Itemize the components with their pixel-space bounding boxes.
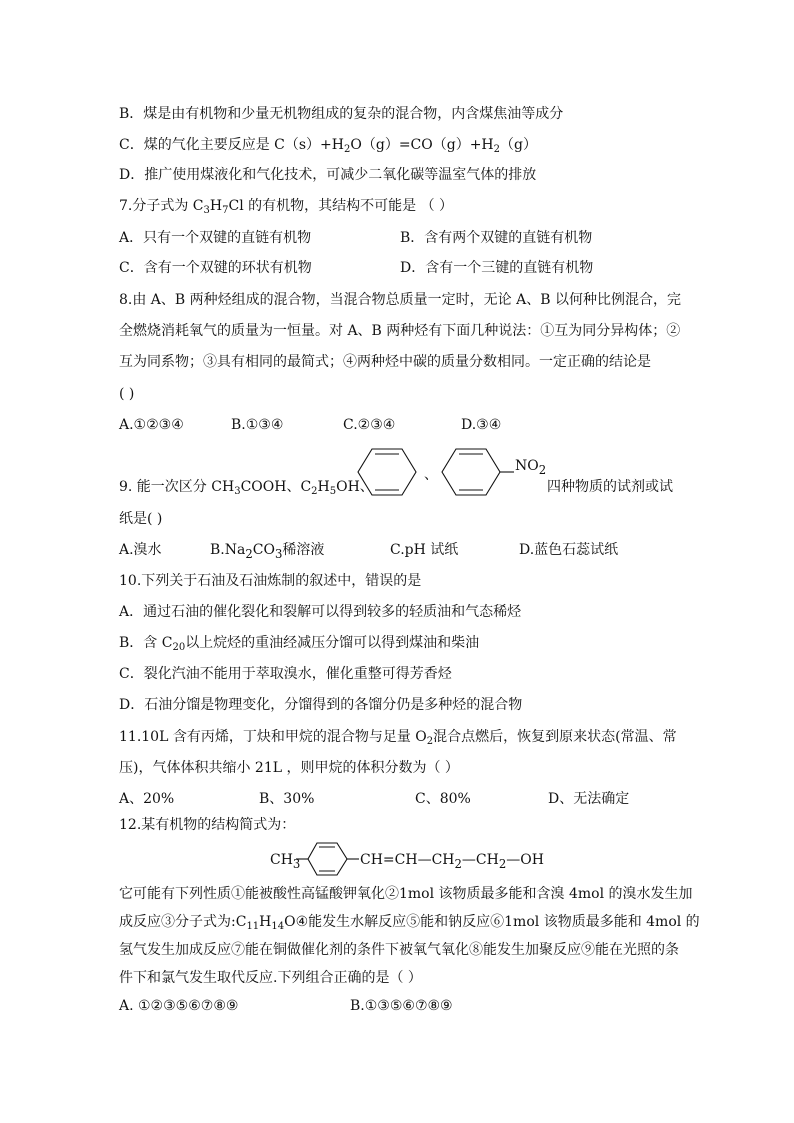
q7-option-a: A．只有一个双键的直链有机物 xyxy=(119,230,312,246)
q9-option-a: A.溴水 xyxy=(119,542,162,558)
q9-stem-line-2: 纸是( ) xyxy=(119,511,163,527)
q9-b-text-3: 稀溶液 xyxy=(282,542,325,558)
q11-option-a: A、20% xyxy=(119,791,175,807)
q7-option-d: D．含有一个三键的直链有机物 xyxy=(400,260,594,276)
q8-stem-line-1: 8.由 A、B 两种烃组成的混合物，当混合物总质量一定时，无论 A、B 以何种比例混合，完 xyxy=(119,292,681,308)
q9-b-sub-1: 2 xyxy=(245,546,253,561)
q10-b-text-2: 以上烷烃的重油经减压分馏可以得到煤油和柴油 xyxy=(185,635,480,651)
q7-stem-sub-1: 3 xyxy=(203,205,210,216)
q8-option-b: B.①③④ xyxy=(231,417,284,433)
q11-sub: 2 xyxy=(426,736,434,747)
q7-stem-text-1: 7.分子式为 C xyxy=(119,198,204,214)
q10-option-a: A．通过石油的催化裂化和裂解可以得到较多的轻质油和气态稀烃 xyxy=(119,604,522,620)
q9-b-text-2: CO xyxy=(252,542,275,558)
q11-text-2: 混合点燃后，恢复到原来状态(常温、常 xyxy=(433,729,677,745)
q12-struct-ch3-sub: 3 xyxy=(292,856,301,871)
q12-line2-text-3: O④能发生水解反应⑤能和钠反应⑥1mol 该物质最多能和 4mol 的 xyxy=(284,914,700,930)
q9-stem-text-4: OH、 xyxy=(336,479,374,495)
q12-struct-ch3: CH xyxy=(270,852,293,868)
q6-option-d: D．推广使用煤液化和气化技术，可减少二氧化碳等温室气体的排放 xyxy=(119,167,537,183)
q11-stem-line-2: 压)，气体体积共缩小 21L ，则甲烷的体积分数为（ ） xyxy=(119,760,459,776)
q9-b-text-1: B.Na xyxy=(210,542,246,558)
q12-benzene-ring xyxy=(296,840,360,878)
q8-stem-line-3: 互为同系物；③具有相同的最简式；④两种烃中碳的质量分数相同。一定正确的结论是 xyxy=(119,354,651,370)
q12-stem-line-3: 氢气发生加成反应⑦能在铜做催化剂的条件下被氧气氧化⑧能发生加聚反应⑨能在光照的条 xyxy=(119,942,679,958)
q8-option-d: D.③④ xyxy=(461,417,502,433)
q12-struct-text-1: CH=CH—CH xyxy=(360,852,455,868)
q7-stem xyxy=(119,197,453,215)
q11-option-b: B、30% xyxy=(259,791,315,807)
q6-c-sub-2: 2 xyxy=(493,144,501,155)
q7-stem-sub-2: 7 xyxy=(222,205,229,216)
q9-stem-text-3: H xyxy=(317,479,330,495)
q6-c-sub-1: 2 xyxy=(344,144,351,155)
q10-option-d: D．石油分馏是物理变化，分馏得到的各馏分仍是多种烃的混合物 xyxy=(119,697,523,713)
q12-stem-line-1: 它可能有下列性质①能被酸性高锰酸钾氧化②1mol 该物质最多能和含溴 4mol 的溴水发生加 xyxy=(119,886,693,902)
q9-stem-sub-1: 3 xyxy=(234,486,241,497)
q9-stem-sub-3: 5 xyxy=(329,486,337,497)
q9-nitro-text: NO xyxy=(515,458,539,474)
q6-c-text-3: （g） xyxy=(500,137,537,153)
q12-line2-sub-2: 14 xyxy=(271,921,285,932)
q6-option-b: B．煤是由有机物和少量无机物组成的复杂的混合物，内含煤焦油等成分 xyxy=(119,106,564,122)
q12-struct-right xyxy=(360,851,544,873)
q10-b-sub: 20 xyxy=(172,642,186,653)
q12-line2-text-1: 成反应③分子式为:C xyxy=(119,914,247,930)
q12-stem: 12.某有机物的结构简式为： xyxy=(119,817,296,833)
q9-stem-sub-2: 2 xyxy=(311,486,318,497)
q10-b-text-1: B．含 C xyxy=(119,635,173,651)
q8-stem-line-2: 全燃烧消耗氧气的质量为一恒量。对 A、B 两种烃有下面几种说法：①互为同分异构体；② xyxy=(119,323,681,339)
q6-option-c xyxy=(119,136,537,154)
q9-stem-tail: 四种物质的试剂或试 xyxy=(547,479,673,495)
q10-stem: 10.下列关于石油及石油炼制的叙述中，错误的是 xyxy=(119,573,422,589)
q12-line2-text-2: H xyxy=(259,914,272,930)
q12-option-a: A. ①②③⑤⑥⑦⑧⑨ xyxy=(119,998,239,1014)
q6-c-text-2: O（g）=CO（g）+H xyxy=(350,137,494,153)
benzene-structure xyxy=(352,446,422,498)
q12-struct-sub-1: 2 xyxy=(454,856,462,871)
q11-option-d: D、无法确定 xyxy=(548,791,630,807)
q9-option-b xyxy=(210,541,324,563)
q7-option-c: C．含有一个双键的环状有机物 xyxy=(119,260,312,276)
q12-struct-text-3: —OH xyxy=(506,852,544,868)
q11-stem-line-1 xyxy=(119,728,677,746)
q8-option-a: A.①②③④ xyxy=(119,417,184,433)
q9-option-c: C.pH 试纸 xyxy=(390,542,459,558)
q9-stem-line-1 xyxy=(119,478,374,496)
q12-struct-sub-2: 2 xyxy=(498,856,507,871)
q10-option-c: C．裂化汽油不能用于萃取溴水，催化重整可得芳香烃 xyxy=(119,666,452,682)
q11-option-c: C、80% xyxy=(415,791,471,807)
q10-option-b xyxy=(119,634,479,652)
q12-struct-text-2: —CH xyxy=(461,852,499,868)
q7-option-b: B．含有两个双键的直链有机物 xyxy=(400,230,593,246)
q8-stem-line-4: ( ) xyxy=(119,386,135,402)
q7-stem-text-2: H xyxy=(209,198,223,214)
q9-stem-text-1: 9. 能一次区分 CH xyxy=(119,479,235,495)
q9-stem-text-2: COOH、C xyxy=(240,479,312,495)
q9-nitro-label xyxy=(515,457,546,479)
q9-b-sub-2: 3 xyxy=(274,546,283,561)
q12-stem-line-2 xyxy=(119,913,700,931)
q12-option-b: B.①③⑤⑥⑦⑧⑨ xyxy=(350,998,453,1014)
q9-separator: 、 xyxy=(424,467,438,483)
q8-option-c: C.②③④ xyxy=(343,417,396,433)
q11-text-1: 11.10L 含有丙烯，丁炔和甲烷的混合物与足量 O xyxy=(119,729,427,745)
q7-stem-text-3: Cl 的有机物，其结构不可能是 （ ） xyxy=(228,198,454,214)
q9-nitro-sub: 2 xyxy=(538,462,547,477)
q6-c-text-1: C．煤的气化主要反应是 C（s）+H xyxy=(119,137,344,153)
q9-option-d: D.蓝色石蕊试纸 xyxy=(519,542,619,558)
q12-stem-line-4: 件下和氯气发生取代反应.下列组合正确的是（ ） xyxy=(119,970,422,986)
q12-line2-sub-1: 11 xyxy=(246,921,260,932)
